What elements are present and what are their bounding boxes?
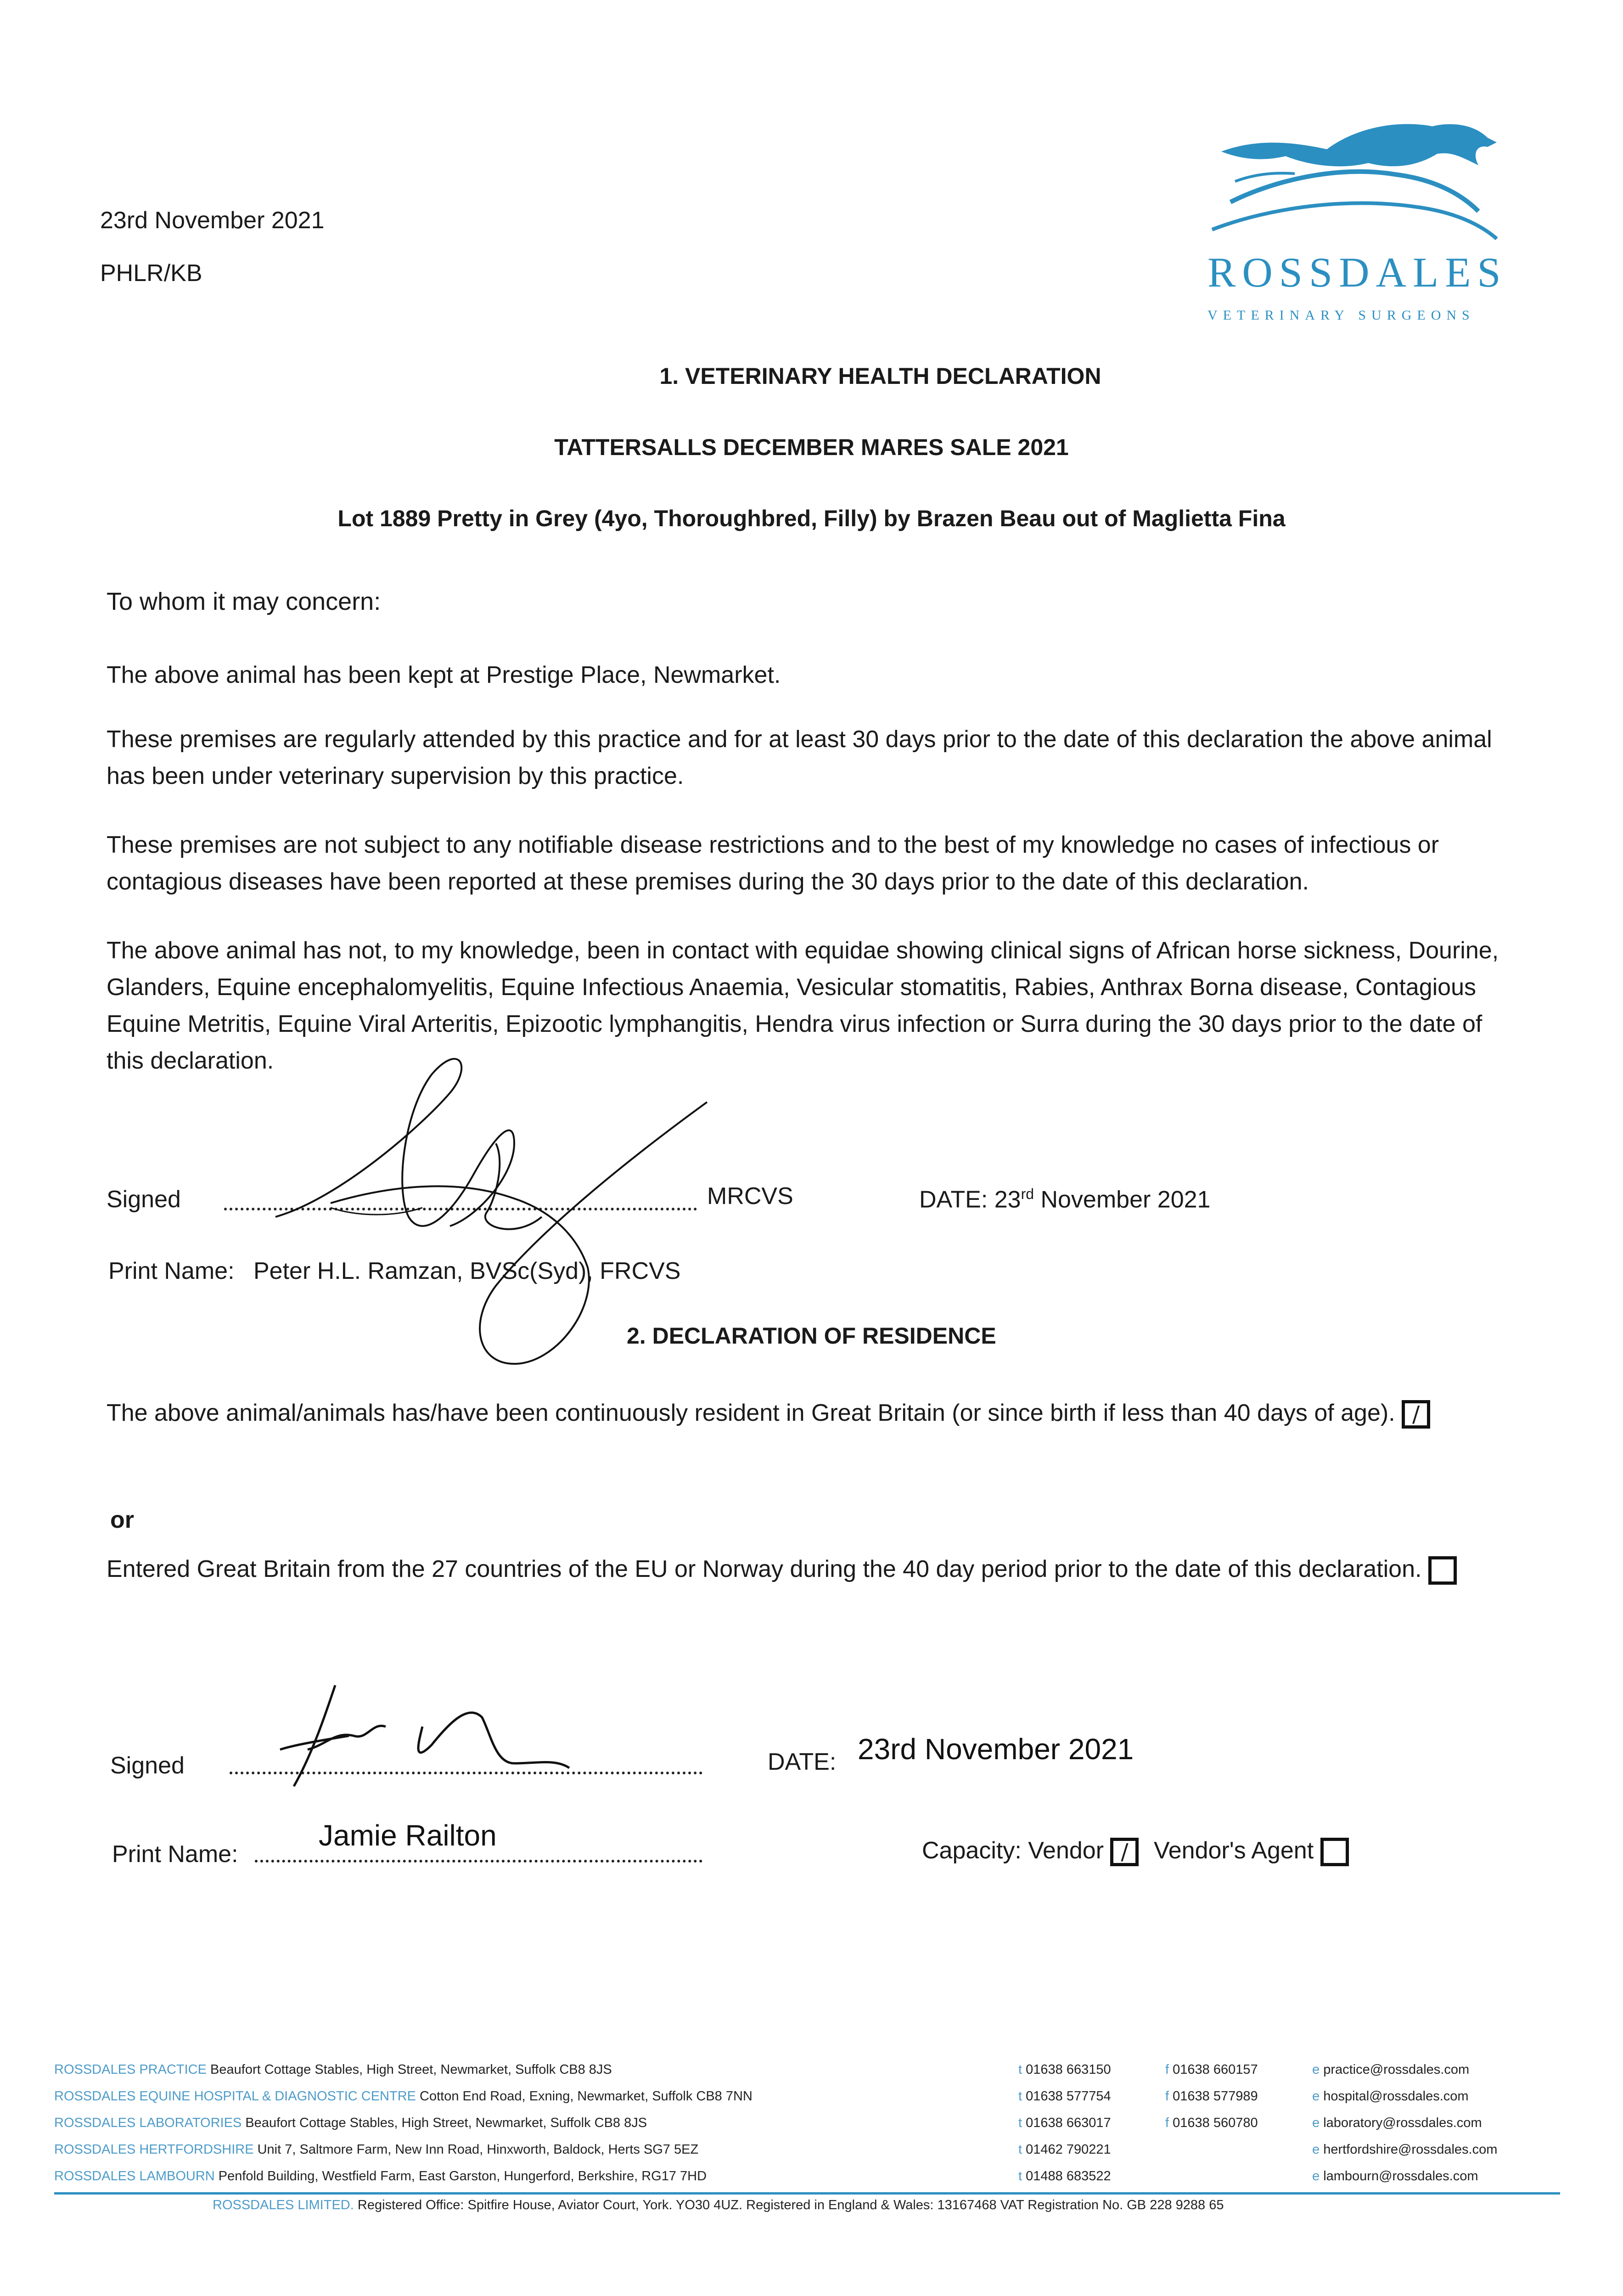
footer-tel: 01488 683522 [1026, 2169, 1111, 2183]
paragraph-supervision: These premises are regularly attended by this practice and for at least 30 days prior to the date of this declaration the above animal has been under veterinary supervision by this practice. [107, 726, 1492, 789]
footer [54, 2056, 1569, 2216]
footer-email[interactable]: hospital@rossdales.com [1323, 2089, 1469, 2104]
lot-description: Lot 1889 Pretty in Grey (4yo, Thoroughbred, Filly) by Brazen Beau out of Maglietta Fina [337, 506, 1286, 531]
registered-label: ROSSDALES LIMITED. [213, 2198, 354, 2212]
footer-email[interactable]: hertfordshire@rossdales.com [1323, 2142, 1498, 2157]
footer-row: ROSSDALES LABORATORIES Beaufort Cottage Stables, High Street, Newmarket, Suffolk CB8 8JS t 01638 663017 f 01638 560780 e laboratory@rossdales.com [54, 2116, 1482, 2130]
footer-email[interactable]: practice@rossdales.com [1323, 2062, 1470, 2077]
footer-fax: 01638 577989 [1173, 2089, 1258, 2104]
vendor-print-name[interactable]: Jamie Railton [319, 1819, 497, 1852]
residence-option-eu: Entered Great Britain from the 27 countries of the EU or Norway during the 40 day period prior to the date of this declaration. [107, 1543, 1461, 1595]
vendor-date-value[interactable]: 23rd November 2021 [858, 1733, 1134, 1766]
logo-name: ROSSDALES [1207, 249, 1507, 296]
option-eu-checkbox[interactable] [1428, 1556, 1457, 1585]
footer-label: ROSSDALES LAMBOURN [54, 2169, 215, 2183]
footer-tel: 01638 663017 [1026, 2116, 1111, 2130]
registered-office [54, 2195, 1569, 2216]
footer-fax: 01638 660157 [1173, 2062, 1258, 2077]
sale-title: TATTERSALLS DECEMBER MARES SALE 2021 [554, 434, 1069, 460]
footer-tel: 01462 790221 [1026, 2142, 1111, 2157]
logo-tagline: VETERINARY SURGEONS [1207, 308, 1475, 323]
footer-label: ROSSDALES PRACTICE [54, 2062, 207, 2077]
footer-address: Beaufort Cottage Stables, High Street, Newmarket, Suffolk CB8 8JS [245, 2116, 647, 2130]
option-gb-checkbox[interactable]: / [1402, 1400, 1430, 1429]
footer-row: ROSSDALES PRACTICE Beaufort Cottage Stables, High Street, Newmarket, Suffolk CB8 8JS t 01638 663150 f 01638 660157 e practice@rossdales.com [54, 2062, 1470, 2077]
footer-tel: 01638 663150 [1026, 2062, 1111, 2077]
paragraph-diseases: The above animal has not, to my knowledge, been in contact with equidae showing clinical signs of African horse sickness, Dourine, Glanders, Equine encephalomyelitis, Equine Infectious Anaemia, Vesicular stomatitis, Rabies, Anthrax Borna disease, Contagious Equine Metritis, Equine Viral Arteritis, Epizootic lymphangitis, Hendra virus infection or Surra during the 30 days prior to the date of this declaration. [107, 937, 1499, 1074]
capacity-row [922, 1832, 1349, 1869]
section1-heading: 1. VETERINARY HEALTH DECLARATION [659, 363, 1101, 389]
footer-row: ROSSDALES LAMBOURN Penfold Building, Westfield Farm, East Garston, Hungerford, Berkshire, RG17 7HD t 01488 683522 e lambourn@rossdales.com [54, 2169, 1478, 2183]
or-label: or [110, 1507, 134, 1533]
footer-address: Unit 7, Saltmore Farm, New Inn Road, Hinxworth, Baldock, Herts SG7 5EZ [257, 2142, 699, 2157]
footer-email[interactable]: laboratory@rossdales.com [1323, 2116, 1482, 2130]
footer-label: ROSSDALES LABORATORIES [54, 2116, 242, 2130]
footer-address: Beaufort Cottage Stables, High Street, Newmarket, Suffolk CB8 8JS [210, 2062, 612, 2077]
footer-row: ROSSDALES EQUINE HOSPITAL & DIAGNOSTIC CENTRE Cotton End Road, Exning, Newmarket, Suffolk CB8 7NN t 01638 577754 f 01638 577989 e hospital@rossdales.com [54, 2089, 1469, 2104]
registered-text: Registered Office: Spitfire House, Aviator Court, York. YO30 4UZ. Registered in England & Wales: 13167468 VAT Registration No. GB 228 9288 65 [357, 2198, 1224, 2212]
footer-fax: 01638 560780 [1173, 2116, 1258, 2130]
vendor-date-label: DATE: [768, 1749, 837, 1775]
vet-date: DATE: 23rd November 2021 [919, 1186, 1211, 1213]
footer-label: ROSSDALES HERTFORDSHIRE [54, 2142, 254, 2157]
rossdales-logo [1203, 110, 1506, 340]
vendor-print-line [255, 1860, 702, 1863]
vendor-handwritten-signature [266, 1676, 588, 1814]
letter-date: 23rd November 2021 [100, 207, 325, 234]
residence-option-gb: The above animal/animals has/have been continuously resident in Great Britain (or since birth if less than 40 days of age). / [107, 1387, 1461, 1439]
paragraph-premises: These premises are not subject to any notifiable disease restrictions and to the best of my knowledge no cases of infectious or contagious diseases have been reported at these premises during the 30 days prior to the date of this declaration. [107, 832, 1439, 895]
paragraph-kept-at: The above animal has been kept at Prestige Place, Newmarket. [107, 662, 781, 688]
footer-tel: 01638 577754 [1026, 2089, 1111, 2104]
vendor-signed-label: Signed [110, 1752, 185, 1779]
footer-label: ROSSDALES EQUINE HOSPITAL & DIAGNOSTIC CENTRE [54, 2089, 416, 2104]
footer-address: Cotton End Road, Exning, Newmarket, Suffolk CB8 7NN [420, 2089, 753, 2104]
vendor-print-label: Print Name: [112, 1841, 238, 1868]
section2-heading: 2. DECLARATION OF RESIDENCE [627, 1323, 996, 1349]
vendor-checkbox[interactable]: / [1110, 1838, 1139, 1866]
vet-signed-label: Signed [107, 1186, 181, 1213]
footer-row: ROSSDALES HERTFORDSHIRE Unit 7, Saltmore Farm, New Inn Road, Hinxworth, Baldock, Herts SG7 5EZ t 01462 790221 e hertfordshire@rossdales.com [54, 2142, 1498, 2157]
mrcvs-label: MRCVS [707, 1183, 793, 1210]
footer-address: Penfold Building, Westfield Farm, East Garston, Hungerford, Berkshire, RG17 7HD [218, 2169, 707, 2183]
capacity-label: Capacity: Vendor [922, 1837, 1104, 1864]
vet-print-name: Peter H.L. Ramzan, BVSc(Syd), FRCVS [253, 1258, 681, 1284]
reference-code: PHLR/KB [100, 260, 202, 287]
vendor-agent-checkbox[interactable] [1320, 1838, 1349, 1866]
horse-logo-icon [1203, 110, 1506, 257]
salutation: To whom it may concern: [107, 588, 381, 615]
vendor-agent-label: Vendor's Agent [1153, 1837, 1314, 1864]
footer-email[interactable]: lambourn@rossdales.com [1323, 2169, 1478, 2183]
vet-print-label: Print Name: [108, 1258, 235, 1284]
